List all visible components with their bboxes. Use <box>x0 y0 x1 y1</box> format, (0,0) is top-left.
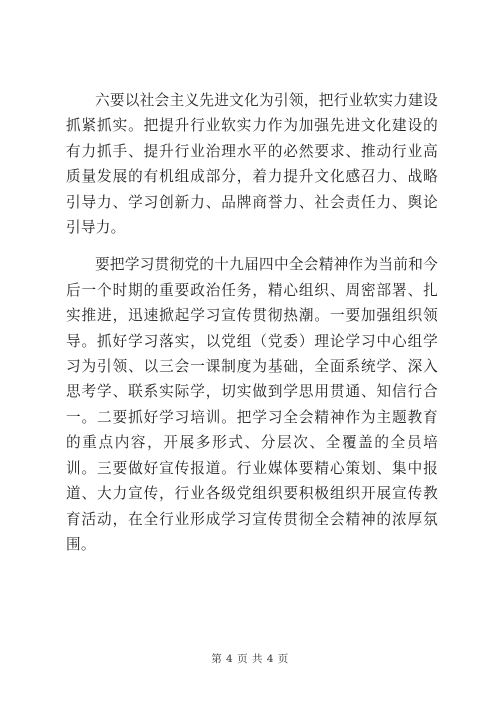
paragraph-culture-soft-power: 六要以社会主义先进文化为引领，把行业软实力建设抓紧抓实。把提升行业软实力作为加强先进文化建设的有力抓手、提升行业治理水平的必然要求、推动行业高质量发展的有机组成部分，着力提升文化感召力、战略引导力、学习创新力、品牌商誉力、社会责任力、舆论引导力。 <box>66 92 438 237</box>
document-body <box>66 88 438 557</box>
page-number-footer: 第 4 页 共 4 页 <box>211 653 289 665</box>
paragraph-study-plenary-spirit: 要把学习贯彻党的十九届四中全会精神作为当前和今后一个时期的重要政治任务，精心组织、周密部署、扎实推进，迅速掀起学习宣传贯彻热潮。一要加强组织领导。抓好学习落实，以党组（党委）理论学习中心组学习为引领、以三会一课制度为基础，全面系统学、深入思考学、联系实际学，切实做到学思用贯通、知信行合一。二要抓好学习培训。把学习全会精神作为主题教育的重点内容，开展多形式、分层次、全覆盖的全员培训。三要做好宣传报道。行业媒体要精心策划、集中报道、大力宣传，行业各级党组织要积极组织开展宣传教育活动，在全行业形成学习宣传贯彻全会精神的浓厚氛围。 <box>66 256 438 553</box>
